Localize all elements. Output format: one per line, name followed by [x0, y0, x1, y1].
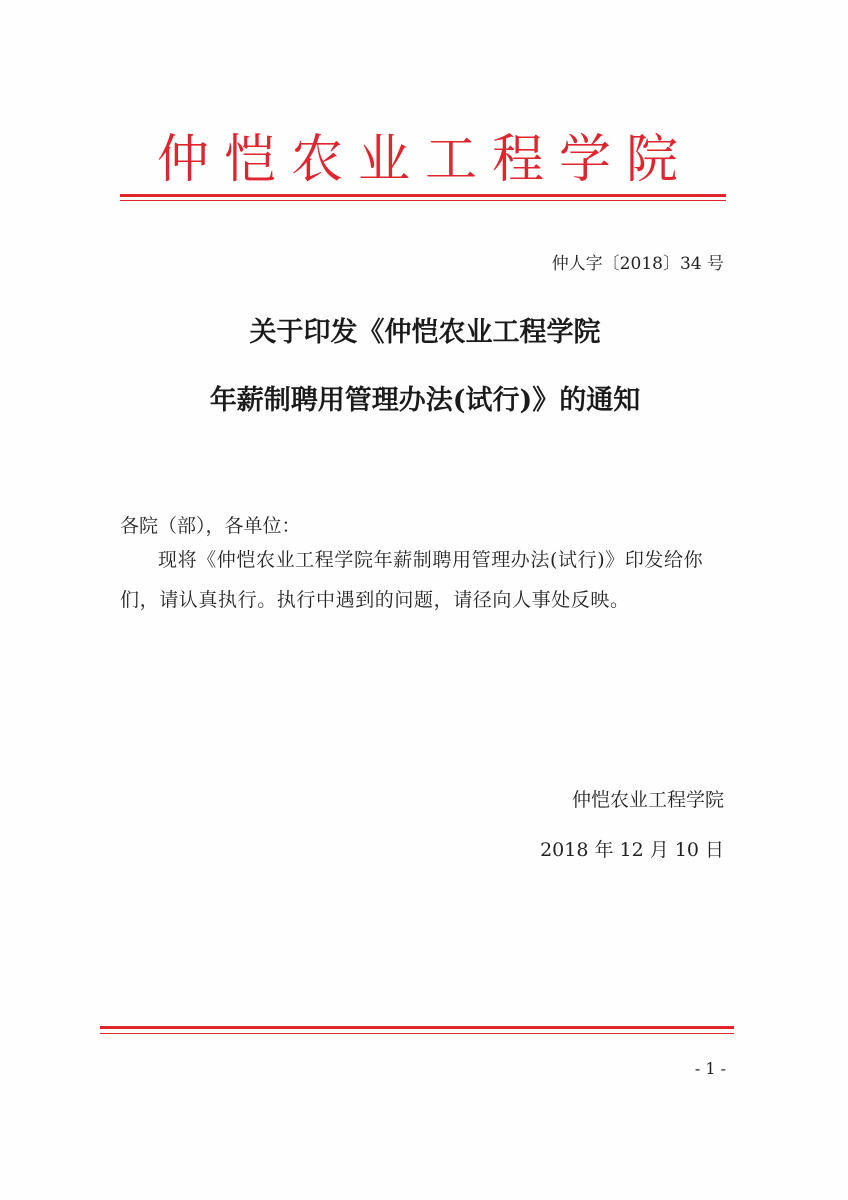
body-paragraph: 现将《仲恺农业工程学院年薪制聘用管理办法(试行)》印发给你们，请认真执行。执行中遇到的问题，请径向人事处反映。: [120, 549, 704, 611]
page-number: - 1 -: [694, 1059, 726, 1078]
signature-organization: 仲恺农业工程学院: [571, 789, 724, 811]
document-number: 仲人字〔2018〕34 号: [551, 254, 724, 274]
header-red-rule-thick: [120, 194, 726, 197]
signature-date: 2018 年 12 月 10 日: [540, 839, 724, 861]
salutation: 各院（部），各单位：: [120, 515, 301, 537]
document-title-line-1: 关于印发《仲恺农业工程学院: [249, 317, 601, 348]
institution-header-title: 仲恺农业工程学院: [156, 130, 693, 190]
footer-red-rule-thick: [100, 1026, 734, 1029]
document-title-line-2: 年薪制聘用管理办法(试行)》的通知: [209, 385, 641, 416]
header-red-rule-thin: [120, 200, 726, 201]
footer-red-rule-thin: [100, 1033, 734, 1034]
